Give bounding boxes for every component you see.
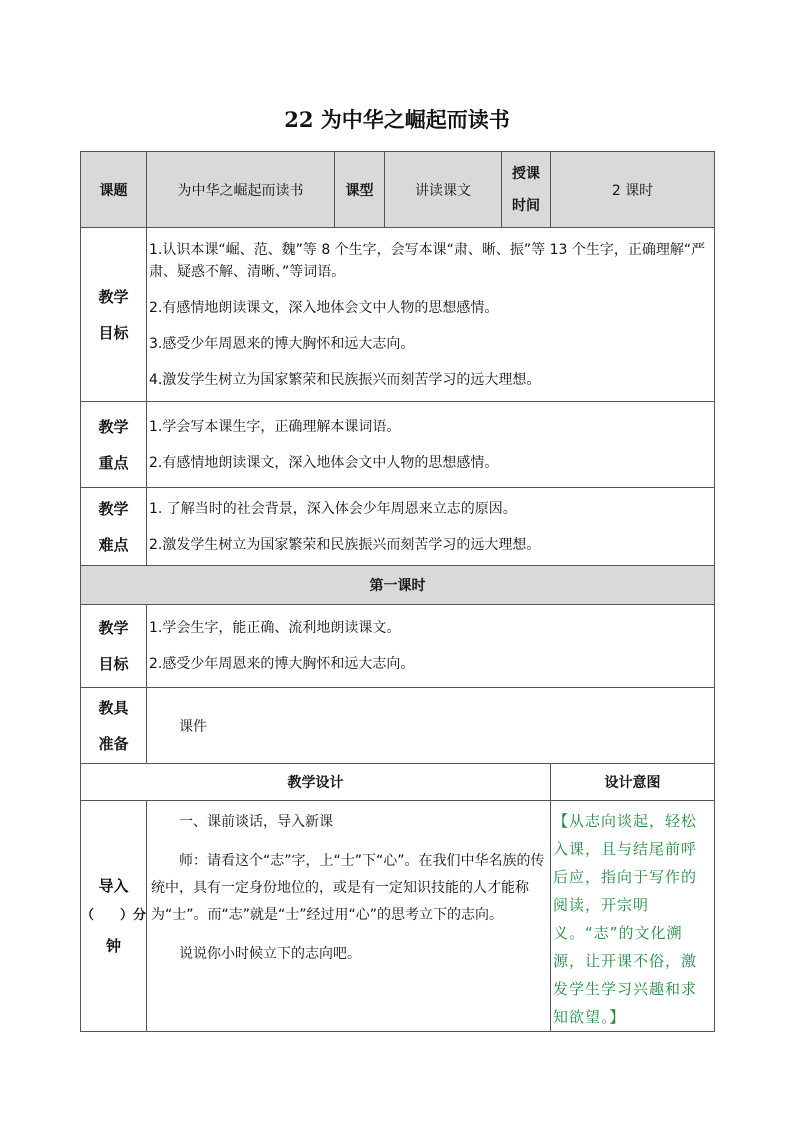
design-header: 教学设计 <box>81 764 551 801</box>
tools-label <box>81 688 147 764</box>
intro-label <box>81 801 147 1032</box>
lesson1-goals-label-line2: 目标 <box>98 655 129 673</box>
goals-label-line2: 目标 <box>98 323 129 342</box>
goal-item: 4.激发学生树立为国家繁荣和民族振兴而刻苦学习的远大理想。 <box>149 371 541 388</box>
goal-item: 1.认识本课“崛、范、魏”等 8 个生字，会写本课“肃、晰、振”等 13 个生字，正确理解“严肃、疑惑不解、清晰、”等词语。 <box>149 241 706 280</box>
lesson1-goals-label <box>81 605 147 688</box>
difficulties-content <box>147 488 715 566</box>
type-value: 讲读课文 <box>385 152 502 228</box>
goals-row <box>81 228 715 402</box>
topic-label: 课题 <box>81 152 147 228</box>
tools-label-line2: 准备 <box>98 734 129 753</box>
intro-content <box>147 801 551 1032</box>
goals-label <box>81 228 147 402</box>
header-row <box>81 152 715 228</box>
lesson1-header-row <box>81 566 715 605</box>
topic-value: 为中华之崛起而读书 <box>147 152 335 228</box>
key-points-label-line1: 教学 <box>98 417 129 436</box>
intro-paragraph: 说说你小时候立下的志向吧。 <box>179 946 361 962</box>
difficulties-label-line2: 难点 <box>98 535 129 554</box>
lesson1-goals-row <box>81 605 715 688</box>
lesson-plan-table <box>80 151 715 1032</box>
lesson1-goal-item: 2.感受少年周恩来的博大胸怀和远大志向。 <box>149 656 415 672</box>
key-points-row <box>81 402 715 488</box>
difficulties-row <box>81 488 715 566</box>
difficulty-item: 2.激发学生树立为国家繁荣和民族振兴而刻苦学习的远大理想。 <box>149 536 541 553</box>
key-points-label <box>81 402 147 488</box>
lesson1-goals-content <box>147 605 715 688</box>
key-point-item: 2.有感情地朗读课文，深入地体会文中人物的思想感情。 <box>149 454 499 471</box>
time-label <box>502 152 551 228</box>
intro-paragraph: 师：请看这个“志”字，上“士”下“心”。在我们中华名族的传统中，具有一定身份地位的，或是有一定知识技能的人才能称为“士”。而“志”就是“士”经过用“心”的思考立下的志向。 <box>151 853 545 923</box>
intro-label-line1: 导入 <box>98 877 129 895</box>
design-header-row <box>81 764 715 801</box>
intro-label-line2: （ ）分 <box>81 908 147 923</box>
lesson1-header: 第一课时 <box>81 566 715 605</box>
time-value: 2 课时 <box>551 152 715 228</box>
lesson1-goals-label-line1: 教学 <box>98 619 129 637</box>
goals-label-line1: 教学 <box>98 287 129 306</box>
goal-item: 3.感受少年周恩来的博大胸怀和远大志向。 <box>149 335 415 352</box>
key-points-content <box>147 402 715 488</box>
key-point-item: 1.学会写本课生字，正确理解本课词语。 <box>149 418 401 435</box>
document-title: 22 为中华之崛起而读书 <box>284 107 510 132</box>
goal-item: 2.有感情地朗读课文，深入地体会文中人物的思想感情。 <box>149 299 499 316</box>
intro-label-line3: 钟 <box>105 937 121 955</box>
tools-row <box>81 688 715 764</box>
intro-intent: 【从志向谈起，轻松入课，且与结尾前呼后应，指向于写作的阅读，开宗明义。“志”的文化溯源，让开课不俗，激发学生学习兴趣和求知欲望。】 <box>551 801 715 1032</box>
tools-label-line1: 教具 <box>98 698 129 717</box>
intro-paragraph: 一、课前谈话，导入新课 <box>179 814 333 830</box>
key-points-label-line2: 重点 <box>98 453 129 472</box>
difficulty-item: 1. 了解当时的社会背景，深入体会少年周恩来立志的原因。 <box>149 500 517 517</box>
time-label-line2: 时间 <box>512 197 540 214</box>
goals-content <box>147 228 715 402</box>
difficulties-label <box>81 488 147 566</box>
time-label-line1: 授课 <box>512 165 540 182</box>
lesson1-goal-item: 1.学会生字，能正确、流利地朗读课文。 <box>149 620 401 636</box>
intent-header: 设计意图 <box>551 764 715 801</box>
tools-value: 课件 <box>147 688 715 764</box>
difficulties-label-line1: 教学 <box>98 499 129 518</box>
type-label: 课型 <box>335 152 385 228</box>
intro-row <box>81 801 715 1032</box>
